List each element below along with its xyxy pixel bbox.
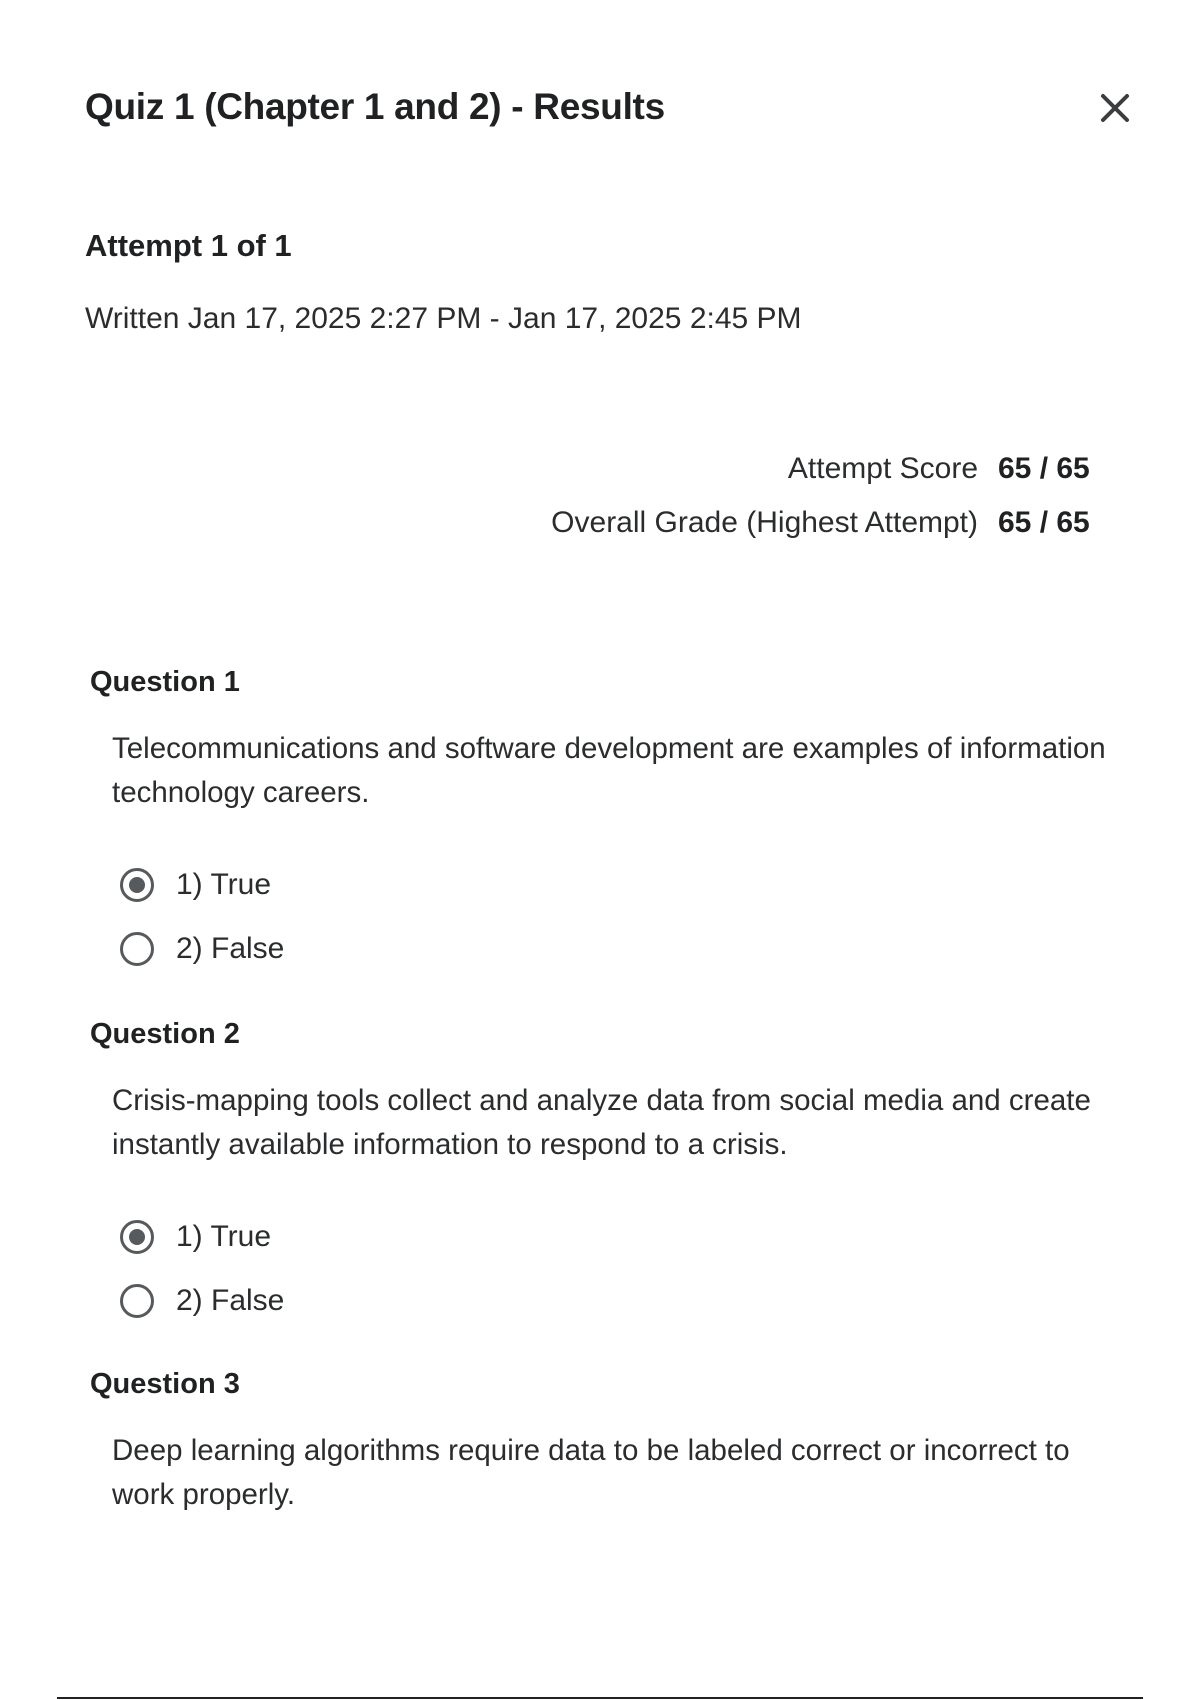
question-3 — [90, 1364, 1140, 1517]
radio-unselected[interactable] — [120, 932, 154, 966]
option-true[interactable] — [120, 1205, 1140, 1269]
overall-grade-row — [400, 506, 1100, 560]
divider — [57, 1697, 1143, 1699]
radio-unselected[interactable] — [120, 1284, 154, 1318]
question-text: Deep learning algorithms require data to be labeled correct or incorrect to work properly. — [112, 1434, 1070, 1511]
question-text: Crisis-mapping tools collect and analyze data from social media and create instantly available information to respond to a crisis. — [112, 1084, 1091, 1161]
overall-grade-value: 65 / 65 — [998, 506, 1090, 539]
page-title: Quiz 1 (Chapter 1 and 2) - Results — [85, 86, 665, 127]
radio-selected[interactable] — [120, 868, 154, 902]
question-title: Question 1 — [90, 666, 240, 698]
option-label: 2) False — [176, 1284, 285, 1317]
attempt-score-row — [400, 452, 1100, 506]
attempt-heading: Attempt 1 of 1 — [85, 228, 292, 263]
option-label: 1) True — [176, 1220, 272, 1253]
option-false[interactable] — [120, 1269, 1140, 1333]
option-true[interactable] — [120, 853, 1140, 917]
question-1 — [90, 662, 1140, 981]
answer-options — [120, 1205, 1140, 1333]
question-title: Question 3 — [90, 1368, 240, 1400]
close-icon — [1095, 88, 1135, 128]
attempt-score-value: 65 / 65 — [998, 452, 1090, 485]
question-title: Question 2 — [90, 1018, 240, 1050]
results-header — [85, 82, 1135, 132]
option-label: 1) True — [176, 868, 272, 901]
answer-options — [120, 853, 1140, 981]
option-label: 2) False — [176, 932, 285, 965]
radio-selected[interactable] — [120, 1220, 154, 1254]
question-2 — [90, 1014, 1140, 1333]
written-timestamp: Written Jan 17, 2025 2:27 PM - Jan 17, 2025 2:45 PM — [85, 302, 802, 335]
attempt-score-label: Attempt Score — [787, 452, 978, 485]
question-text: Telecommunications and software development are examples of information technology careers. — [112, 732, 1106, 809]
close-button[interactable] — [1095, 88, 1135, 128]
option-false[interactable] — [120, 917, 1140, 981]
overall-grade-label: Overall Grade (Highest Attempt) — [551, 506, 978, 539]
score-summary — [400, 452, 1100, 560]
